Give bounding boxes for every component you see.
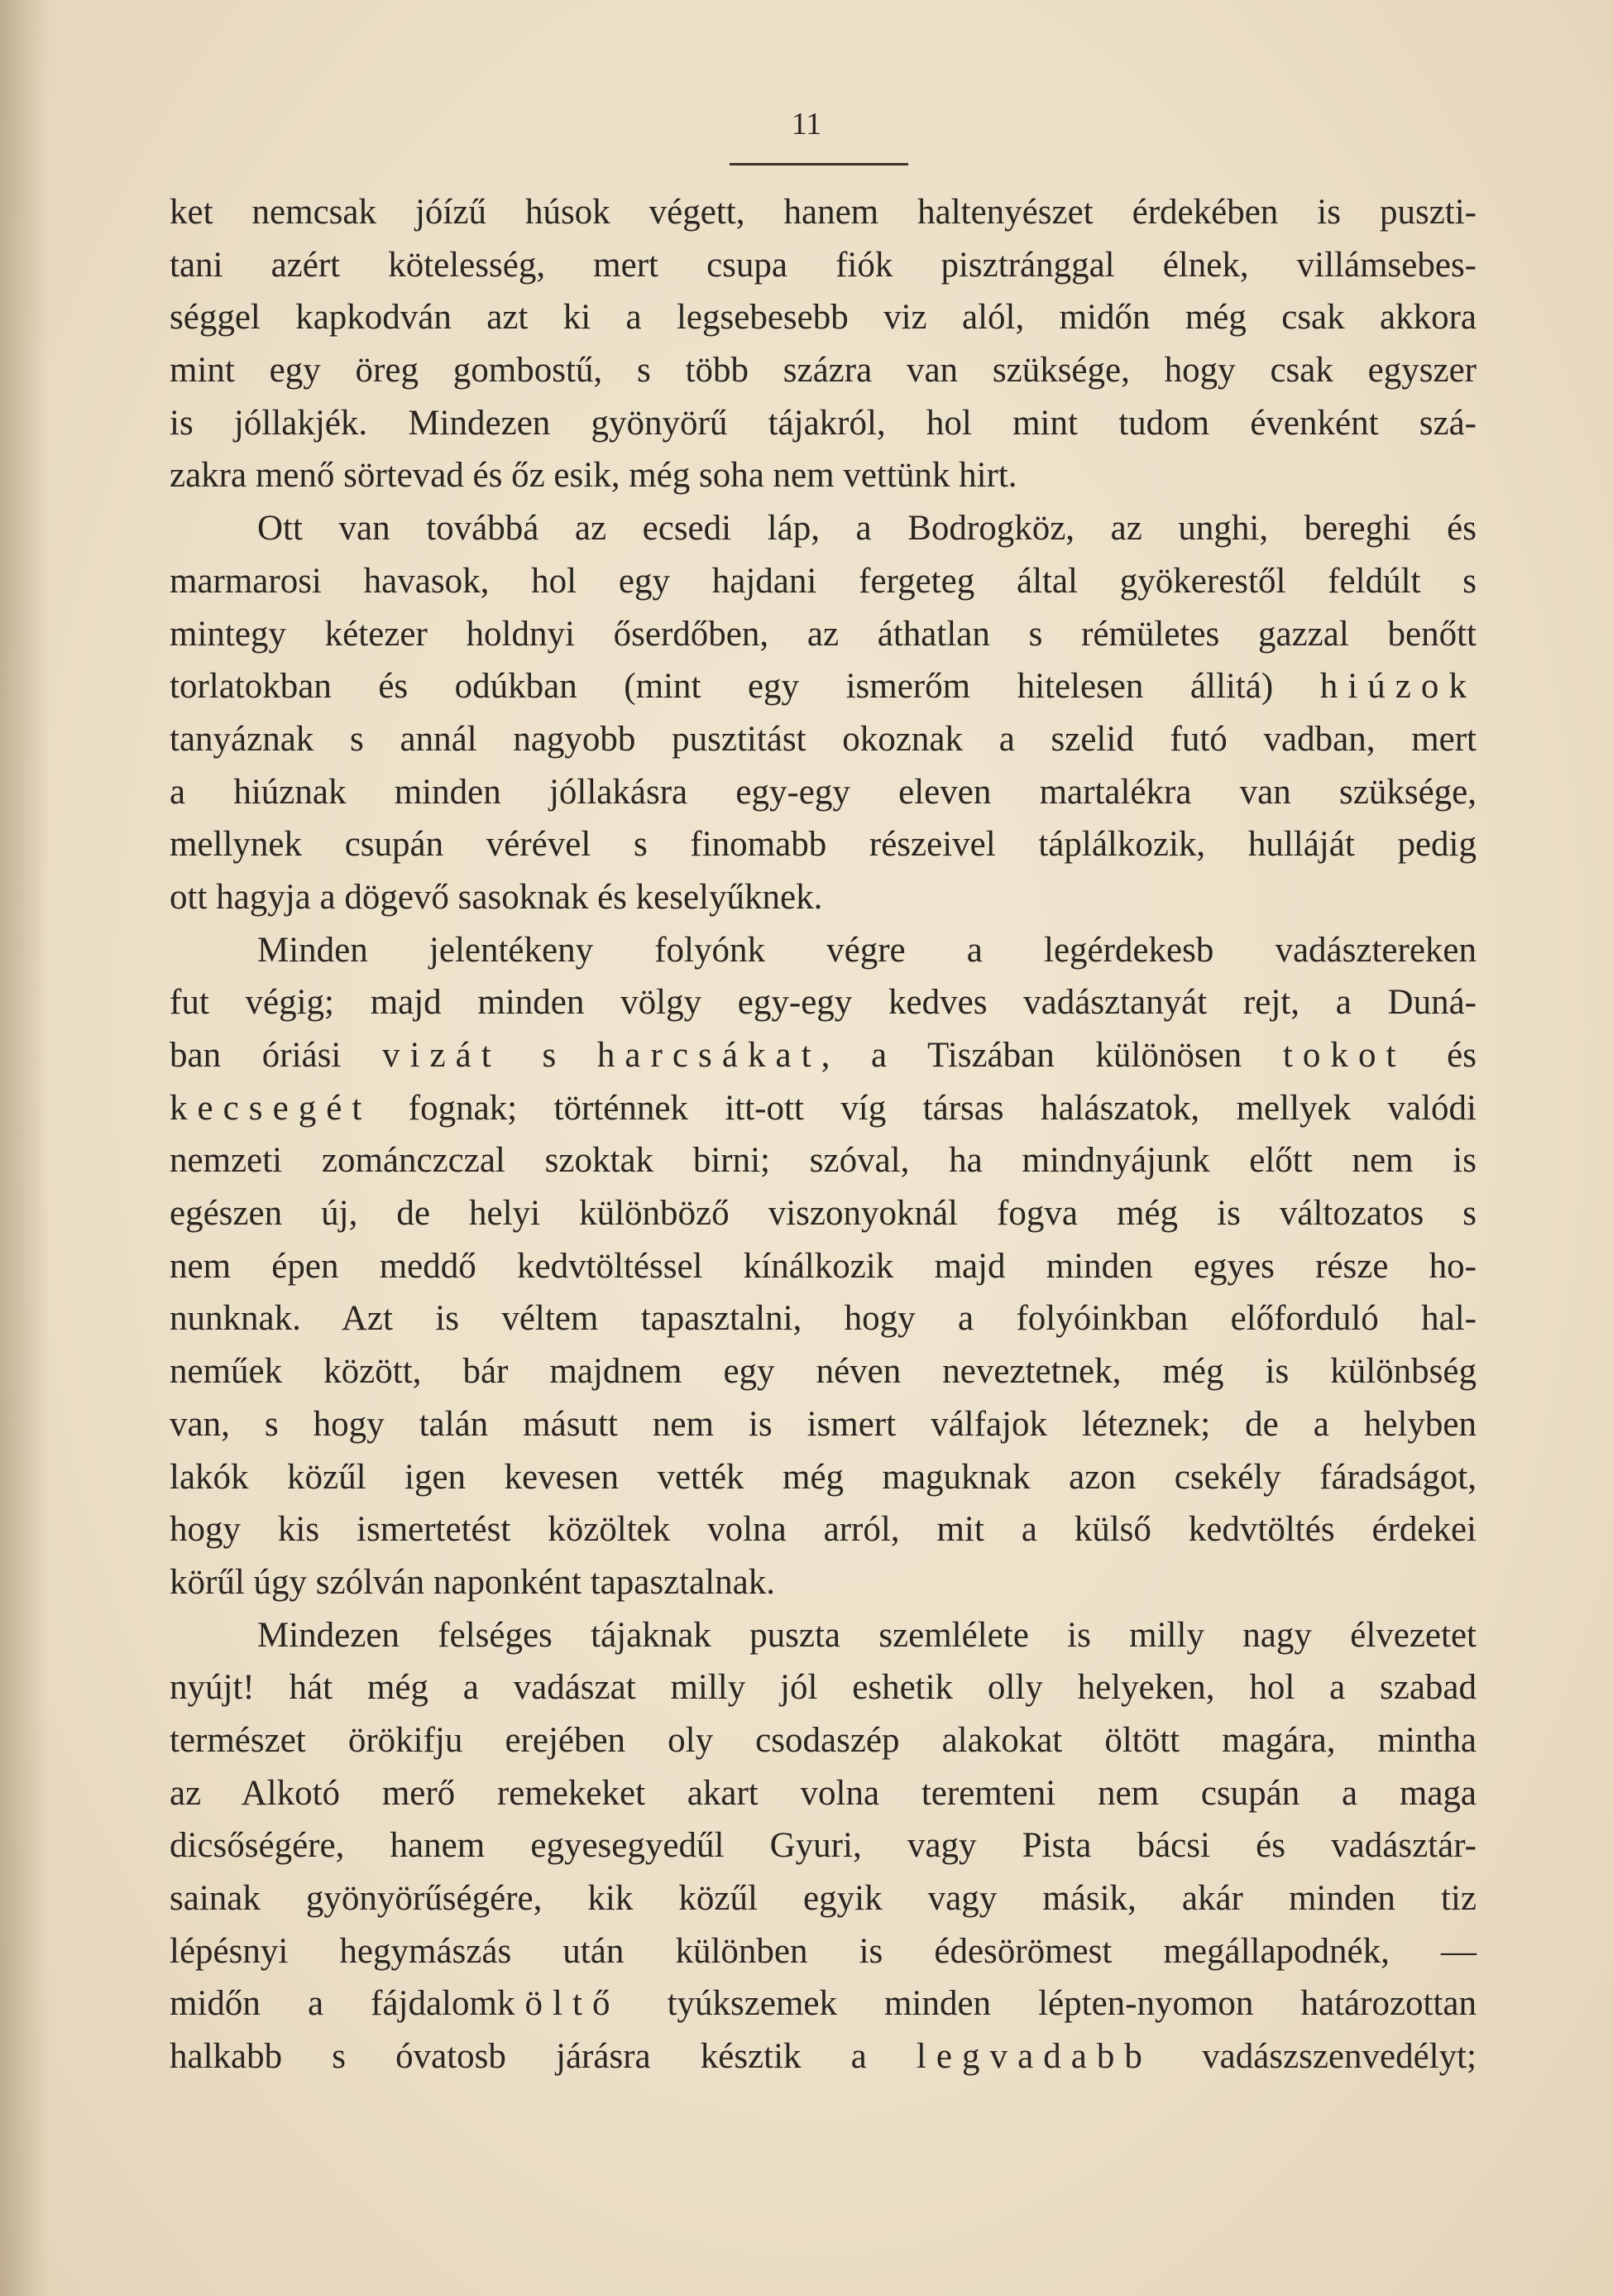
text-segment: torlatokban és odúkban (mint egy ismerőm hitelesen állitá) xyxy=(170,667,1320,707)
text-segment: nemzeti zománczczal szoktak birni; szóval, ha mindnyájunk előtt nem is xyxy=(170,1141,1477,1181)
text-segment: hogy kis ismertetést közöltek volna arról, mit a külső kedvtöltés érdekei xyxy=(170,1510,1477,1550)
text-line xyxy=(170,1029,1477,1082)
text-line xyxy=(170,555,1477,608)
text-segment: dicsőségére, hanem egyesegyedűl Gyuri, vagy Pista bácsi és vadásztár- xyxy=(170,1826,1477,1866)
text-line xyxy=(170,1819,1477,1872)
text-segment: ott hagyja a dögevő sasoknak és keselyűknek. xyxy=(170,877,823,917)
text-line xyxy=(170,713,1477,766)
text-segment: Mindezen felséges tájaknak puszta szemlélete is milly nagy élvezetet xyxy=(257,1615,1477,1655)
text-line xyxy=(170,871,1477,924)
body-text xyxy=(170,186,1477,2083)
text-segment: tyúkszemek minden lépten-nyomon határozottan xyxy=(620,1984,1477,2024)
text-line xyxy=(170,239,1477,292)
text-line xyxy=(170,1872,1477,1925)
text-segment: körűl úgy szólván naponként tapasztalnak. xyxy=(170,1562,775,1602)
text-segment: van, s hogy talán másutt nem is ismert válfajok léteznek; de a helyben xyxy=(170,1404,1477,1444)
text-segment: vadászszenvedélyt; xyxy=(1151,2037,1477,2077)
text-segment: mint egy öreg gombostű, s több százra van szüksége, hogy csak egyszer xyxy=(170,351,1477,391)
text-line xyxy=(170,1925,1477,1978)
text-segment: Ott van továbbá az ecsedi láp, a Bodrogköz, az unghi, bereghi és xyxy=(257,509,1477,549)
text-segment: fognak; történnek itt-ott víg társas halászatok, mellyek valódi xyxy=(371,1088,1477,1128)
text-line xyxy=(170,818,1477,871)
text-segment: lakók közűl igen kevesen vették még maguknak azon csekély fáradságot, xyxy=(170,1457,1477,1497)
text-line xyxy=(170,1240,1477,1293)
text-segment: lépésnyi hegymászás után különben is édesörömest megállapodnék, — xyxy=(170,1931,1477,1971)
text-segment: az Alkotó merő remekeket akart volna teremteni nem csupán a maga xyxy=(170,1773,1477,1813)
text-line xyxy=(170,1661,1477,1714)
text-segment: sainak gyönyörűségére, kik közűl egyik vagy másik, akár minden tiz xyxy=(170,1879,1477,1918)
text-segment: nunknak. Azt is véltem tapasztalni, hogy a folyóinkban előforduló hal- xyxy=(170,1299,1477,1339)
text-line xyxy=(170,1345,1477,1398)
text-line xyxy=(170,186,1477,239)
text-segment: , a Tiszában különösen xyxy=(821,1036,1283,1075)
text-segment: mintegy kétezer holdnyi őserdőben, az áthatlan s rémületes gazzal benőtt xyxy=(170,614,1477,654)
text-segment: egészen új, de helyi különböző viszonyoknál fogva még is változatos s xyxy=(170,1194,1477,1234)
text-line xyxy=(170,1556,1477,1609)
text-segment: mellynek csupán vérével s finomabb részeivel táplálkozik, hulláját pedig xyxy=(170,825,1477,865)
spaced-emphasis: tokot xyxy=(1282,1036,1406,1075)
text-segment: midőn a fájdalom xyxy=(170,1984,497,2024)
text-line xyxy=(170,924,1477,977)
spaced-emphasis: kecsegét xyxy=(170,1088,372,1128)
spaced-emphasis: vizát xyxy=(382,1036,501,1075)
text-line xyxy=(170,660,1477,713)
text-segment: nem épen meddő kedvtöltéssel kínálkozik majd minden egyes része ho- xyxy=(170,1246,1477,1286)
text-line xyxy=(170,1398,1477,1451)
text-segment: ket nemcsak jóízű húsok végett, hanem haltenyészet érdekében is puszti- xyxy=(170,193,1477,232)
spaced-emphasis: legvadabb xyxy=(916,2037,1152,2077)
text-line xyxy=(170,608,1477,661)
text-segment: tanyáznak s annál nagyobb pusztitást okoznak a szelid futó vadban, mert xyxy=(170,719,1477,759)
text-line xyxy=(170,2030,1477,2083)
text-line xyxy=(170,502,1477,555)
text-line xyxy=(170,976,1477,1029)
text-segment: s xyxy=(500,1036,597,1075)
text-line xyxy=(170,1292,1477,1345)
text-line xyxy=(170,344,1477,397)
text-line xyxy=(170,449,1477,502)
text-segment: a hiúznak minden jóllakásra egy-egy eleven martalékra van szüksége, xyxy=(170,772,1477,812)
text-segment: tani azért kötelesség, mert csupa fiók pisztránggal élnek, villámsebes- xyxy=(170,245,1477,285)
text-line xyxy=(170,1451,1477,1504)
text-line xyxy=(170,291,1477,344)
spaced-emphasis: harcsákat xyxy=(596,1036,821,1075)
text-line xyxy=(170,766,1477,819)
text-segment: ban óriási xyxy=(170,1036,382,1075)
text-line xyxy=(170,1082,1477,1135)
text-segment: séggel kapkodván azt ki a legsebesebb viz alól, midőn még csak akkora xyxy=(170,298,1477,338)
text-segment: természet örökifju erejében oly csodaszép alakokat öltött magára, mintha xyxy=(170,1720,1477,1760)
text-segment: fut végig; majd minden völgy egy-egy kedves vadásztanyát rejt, a Duná- xyxy=(170,983,1477,1023)
text-line xyxy=(170,1767,1477,1820)
text-segment: Minden jelentékeny folyónk végre a legérdekesb vadásztereken xyxy=(257,930,1477,970)
page-number: 11 xyxy=(791,107,822,141)
text-line xyxy=(170,397,1477,450)
text-line xyxy=(170,1503,1477,1556)
text-segment: zakra menő sörtevad és őz esik, még soha nem vettünk hirt. xyxy=(170,456,1017,496)
text-segment: is jóllakjék. Mindezen gyönyörű tájakról, hol mint tudom évenként szá- xyxy=(170,403,1477,443)
page-number-rule xyxy=(730,163,908,165)
text-line xyxy=(170,1134,1477,1187)
text-segment: nyújt! hát még a vadászat milly jól eshetik olly helyeken, hol a szabad xyxy=(170,1668,1477,1708)
text-line xyxy=(170,1187,1477,1240)
text-segment: halkabb s óvatosb járásra késztik a xyxy=(170,2037,917,2077)
text-line xyxy=(170,1714,1477,1767)
text-line xyxy=(170,1609,1477,1662)
spaced-emphasis: költő xyxy=(496,1984,620,2024)
text-segment: neműek között, bár majdnem egy néven neveztetnek, még is különbség xyxy=(170,1352,1477,1392)
binding-shadow xyxy=(0,0,50,2296)
text-segment: marmarosi havasok, hol egy hajdani fergeteg által gyökerestől feldúlt s xyxy=(170,561,1477,601)
text-segment: és xyxy=(1405,1036,1477,1075)
text-line xyxy=(170,1977,1477,2030)
spaced-emphasis: hiúzok xyxy=(1319,667,1477,707)
